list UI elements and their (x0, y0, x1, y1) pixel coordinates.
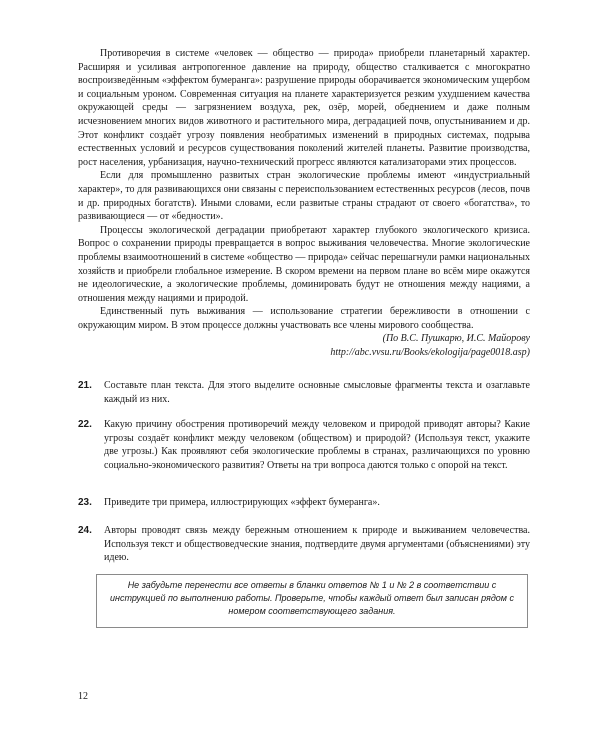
question-text: Приведите три примера, иллюстрирующих «эффект бумеранга». (104, 497, 380, 508)
question-text: Составьте план текста. Для этого выделите основные смысловые фрагменты текста и озаглавьте каждый из них. (104, 380, 530, 405)
attribution: (По В.С. Пушкарю, И.С. Майорову (382, 333, 530, 345)
question-21 (78, 379, 530, 406)
question-number: 24. (78, 525, 92, 536)
paragraph: Если для промышленно развитых стран экологические проблемы имеют «индустриальный характер», то для развивающихся они связаны с переиспользованием естественных ресурсов (лесов, почв и др. природных богатств). Иными словами, если развитые страны страдают от своего «богатства», то развивающиеся — от «бедности». (78, 170, 530, 223)
paragraph: Противоречия в системе «человек — общество — природа» приобрели планетарный характер. Расширяя и усиливая антропогенное давление на природу, общество сталкивается с многократно воспроизведённым «эффектом бумеранга»: разрушение природы оборачивается экономическим ущербом и социальным уроном. Современная ситуация на планете характеризуется резким ухудшением качества окружающей среды — загрязнением воздуха, рек, озёр, морей, обеднением и даже полным исчезновением многих видов животного и растительного мира, деградацией почв, опустыниванием и др. Этот конфликт создаёт угрозу появления необратимых изменений в природных системах, подрыва естественных условий и ресурсов существования поколений жителей планеты. Развитие производства, рост населения, урбанизация, научно-технический прогресс являются катализаторами этих процессов. (78, 48, 530, 168)
instruction-note: Не забудьте перенести все ответы в бланки ответов № 1 и № 2 в соответствии с инструкцией по выполнению работы. Проверьте, чтобы каждый ответ был записан рядом с номером соответствующего задания. (96, 574, 528, 628)
question-number: 22. (78, 419, 92, 430)
paragraph: Единственный путь выживания — использование стратегии бережливости в отношении с окружающим миром. В этом процессе должны участвовать все члены мирового сообщества. (78, 306, 530, 331)
source-text (78, 47, 530, 360)
source-url: http://abc.vvsu.ru/Books/ekologija/page0018.asp) (330, 347, 530, 359)
question-number: 21. (78, 380, 92, 391)
question-23 (78, 496, 530, 510)
question-24 (78, 524, 530, 565)
paragraph: Процессы экологической деградации приобретают характер глубокого экологического кризиса. Вопрос о сохранении природы превращается в вопрос выживания человечества. Многие экологические проблемы взаимоотношений в системе «общество — природа» сейчас перешагнули рамки национальных хозяйств и приобрели глобальное измерение. В скором времени на первом плане во всём мире окажутся не идеологические, а экологические проблемы, доминировать будут не отношения между нациями, а отношения между нациями и природой. (78, 224, 530, 304)
page-number: 12 (78, 691, 88, 702)
question-text: Какую причину обострения противоречий между человеком и природой приводят авторы? Какие угрозы создаёт конфликт между человеком (обществом) и природой? (Используя текст, укажите две угрозы.) Как проявляют себя экологические проблемы в странах, различающихся по уровню социально-экономического развития? Ответы на три вопроса даются только с опорой на текст. (104, 419, 530, 471)
question-number: 23. (78, 497, 92, 508)
question-22 (78, 418, 530, 472)
question-text: Авторы проводят связь между бережным отношением к природе и выживанием человечества. Используя текст и обществоведческие знания, подтвердите двумя аргументами (объяснениями) эту идею. (104, 525, 530, 564)
